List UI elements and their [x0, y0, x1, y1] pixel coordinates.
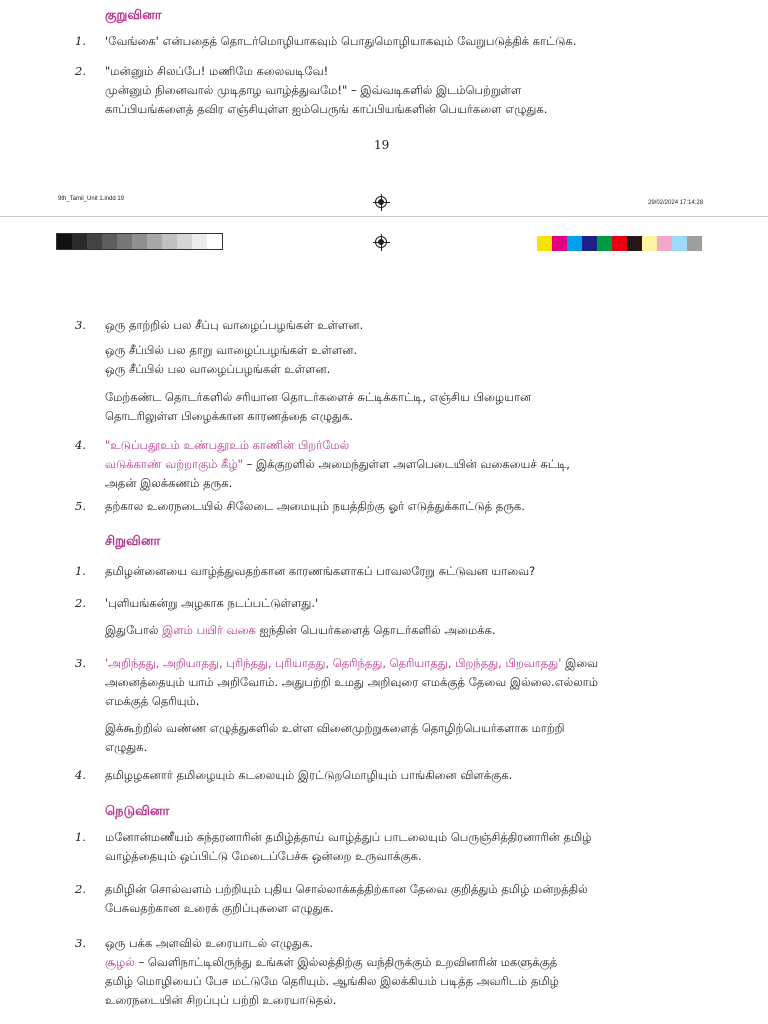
kural-line-highlight: வடுக்காண் வற்றாகும் கீழ்"	[105, 457, 243, 471]
question-number: 2.	[75, 64, 86, 78]
question-line	[105, 455, 665, 474]
question-nedu-2	[75, 880, 665, 918]
swatch	[72, 234, 87, 249]
question-text: தற்கால உரைநடையில் சிலேடை அமையும் நயத்திற்கு ஓர் எடுத்துக்காட்டுத் தருக.	[105, 499, 525, 513]
question-line	[105, 621, 665, 640]
swatch	[642, 236, 657, 251]
question-text: இதுபோல்	[105, 623, 163, 637]
question-line	[105, 953, 665, 972]
question-number: 5.	[75, 499, 86, 513]
question-line: ஒரு சீப்பில் பல வாழைப்பழங்கள் உள்ளன.	[105, 362, 331, 376]
swatch	[162, 234, 177, 249]
question-line: எமக்குத் தெரியும்.	[105, 694, 200, 708]
question-line: 'புளியங்கன்று அழகாக நடப்பட்டுள்ளது.'	[105, 596, 319, 610]
section-title-kuruvina: குறுவினா	[105, 8, 162, 23]
swatch	[207, 234, 222, 249]
question-siru-4	[75, 766, 665, 785]
swatch	[582, 236, 597, 251]
question-number: 2.	[75, 882, 86, 896]
question-nedu-3	[75, 934, 665, 1010]
swatch	[612, 236, 627, 251]
grayscale-calibration-strip	[56, 233, 223, 250]
question-number: 3.	[75, 318, 86, 332]
swatch	[567, 236, 582, 251]
swatch	[657, 236, 672, 251]
swatch	[117, 234, 132, 249]
slug-timestamp: 29/02/2024 17:14:28	[648, 200, 704, 206]
question-number: 1.	[75, 564, 86, 578]
question-text: தமிழழகனார் தமிழையும் கடலையும் இரட்டுறமொழியும் பாங்கினை விளக்குக.	[105, 768, 513, 782]
question-3	[75, 316, 665, 426]
page-number: 19	[374, 138, 390, 152]
question-nedu-1	[75, 828, 665, 866]
swatch	[597, 236, 612, 251]
question-line: ஒரு தாற்றில் பல சீப்பு வாழைப்பழங்கள் உள்ளன.	[105, 318, 364, 332]
question-siru-1	[75, 562, 665, 581]
question-line: ஒரு பக்க அளவில் உரையாடல் எழுதுக.	[105, 936, 314, 950]
swatch	[177, 234, 192, 249]
question-number: 4.	[75, 438, 86, 452]
question-line: அதன் இலக்கணம் தருக.	[105, 476, 233, 490]
swatch	[147, 234, 162, 249]
swatch	[132, 234, 147, 249]
question-line: வாழ்த்தையும் ஒப்பிட்டு மேடைப்பேச்சு ஒன்றை உருவாக்குக.	[105, 849, 422, 863]
question-number: 2.	[75, 596, 86, 610]
question-number: 1.	[75, 830, 86, 844]
question-text: – வெளிநாட்டிலிருந்து உங்கள் இல்லத்திற்கு வந்திருக்கும் உறவினரின் மகளுக்குத்	[134, 955, 558, 969]
swatch	[192, 234, 207, 249]
section-title-siruvina: சிறுவினா	[105, 534, 161, 549]
question-line: தொடரிலுள்ள பிழைக்கான காரணத்தை எழுதுக.	[105, 409, 353, 423]
question-line: தமிழின் சொல்வளம் பற்றியும் புதிய சொல்லாக்கத்திற்கான தேவை குறித்தும் தமிழ் மன்றத்தில்	[105, 882, 588, 896]
question-4	[75, 436, 665, 493]
question-text: – இக்குறளில் அமைந்துள்ள அளபெடையின் வகையைச் சுட்டி,	[242, 457, 570, 471]
question-line	[105, 654, 665, 673]
question-text: தமிழன்னையை வாழ்த்துவதற்கான காரணங்களாகப் பாவலரேறு சுட்டுவன யாவை?	[105, 564, 536, 578]
color-calibration-strip	[537, 236, 702, 251]
question-line: மேற்கண்ட தொடர்களில் சரியான தொடர்களைச் சுட்டிக்காட்டி, எஞ்சிய பிழையான	[105, 390, 532, 404]
question-number: 3.	[75, 656, 86, 670]
question-text: இவை	[561, 656, 599, 670]
question-text: ஐந்தின் பெயர்களைத் தொடர்களில் அமைக்க.	[255, 623, 496, 637]
slug-filename: 9th_Tamil_Unit 1.indd 19	[58, 196, 125, 202]
question-line: "மன்னும் சிலப்பே! மணிமே கலைவடிவே!	[105, 64, 329, 78]
swatch	[102, 234, 117, 249]
question-line: பேசுவதற்கான உரைக் குறிப்புகளை எழுதுக.	[105, 901, 334, 915]
question-siru-3	[75, 654, 665, 757]
highlight-text: சூழல்	[105, 955, 135, 969]
swatch	[552, 236, 567, 251]
question-siru-2	[75, 594, 665, 640]
swatch	[627, 236, 642, 251]
question-number: 1.	[75, 34, 86, 48]
question-line: எழுதுக.	[105, 740, 148, 754]
swatch	[57, 234, 72, 249]
section-title-neduvina: நெடுவினா	[105, 804, 170, 819]
highlight-text: இளம் பயிர் வகை	[162, 623, 256, 637]
divider	[0, 216, 768, 217]
registration-mark-icon	[375, 236, 387, 248]
question-line: இக்கூற்றில் வண்ண எழுத்துகளில் உள்ள வினைமுற்றுகளைத் தொழிற்பெயர்களாக மாற்றி	[105, 721, 565, 735]
question-number: 4.	[75, 768, 86, 782]
swatch	[672, 236, 687, 251]
question-line: ஒரு சீப்பில் பல தாறு வாழைப்பழங்கள் உள்ளன.	[105, 343, 358, 357]
question-kuru-2	[75, 62, 665, 119]
question-number: 3.	[75, 936, 86, 950]
question-line: உரைநடையின் சிறப்புப் பற்றி உரையாடுதல்.	[105, 993, 337, 1007]
question-line: காப்பியங்களைத் தவிர எஞ்சியுள்ள ஐம்பெருங் காப்பியங்களின் பெயர்களை எழுதுக.	[105, 102, 548, 116]
swatch	[537, 236, 552, 251]
question-line: முன்னும் நினைவால் முடிதாழ வாழ்த்துவமே!" – இவ்வடிகளில் இடம்பெற்றுள்ள	[105, 83, 522, 97]
registration-mark-icon	[375, 196, 387, 208]
highlight-text: 'அறிந்தது, அறியாதது, புரிந்தது, புரியாதது, தெரிந்தது, தெரியாதது, பிறந்தது, பிறவாதது'	[105, 656, 562, 670]
swatch	[87, 234, 102, 249]
question-5	[75, 497, 665, 516]
question-line: அனைத்தையும் யாம் அறிவோம். அதுபற்றி உமது அறிவுரை எமக்குத் தேவை இல்லை.எல்லாம்	[105, 675, 599, 689]
question-line: மனோன்மணீயம் சுந்தரனாரின் தமிழ்த்தாய் வாழ்த்துப் பாடலையும் பெருஞ்சித்திரனாரின் தமிழ்	[105, 830, 592, 844]
question-text: 'வேங்கை' என்பதைத் தொடர்மொழியாகவும் பொதுமொழியாகவும் வேறுபடுத்திக் காட்டுக.	[105, 34, 577, 48]
question-line: தமிழ் மொழியைப் பேச மட்டுமே தெரியும். ஆங்கில இலக்கியம் படித்த அவரிடம் தமிழ்	[105, 974, 559, 988]
kural-line: "உடுப்பதூஉம் உண்பதூஉம் காணின் பிறர்மேல்	[105, 438, 350, 452]
swatch	[687, 236, 702, 251]
question-kuru-1	[75, 32, 665, 51]
